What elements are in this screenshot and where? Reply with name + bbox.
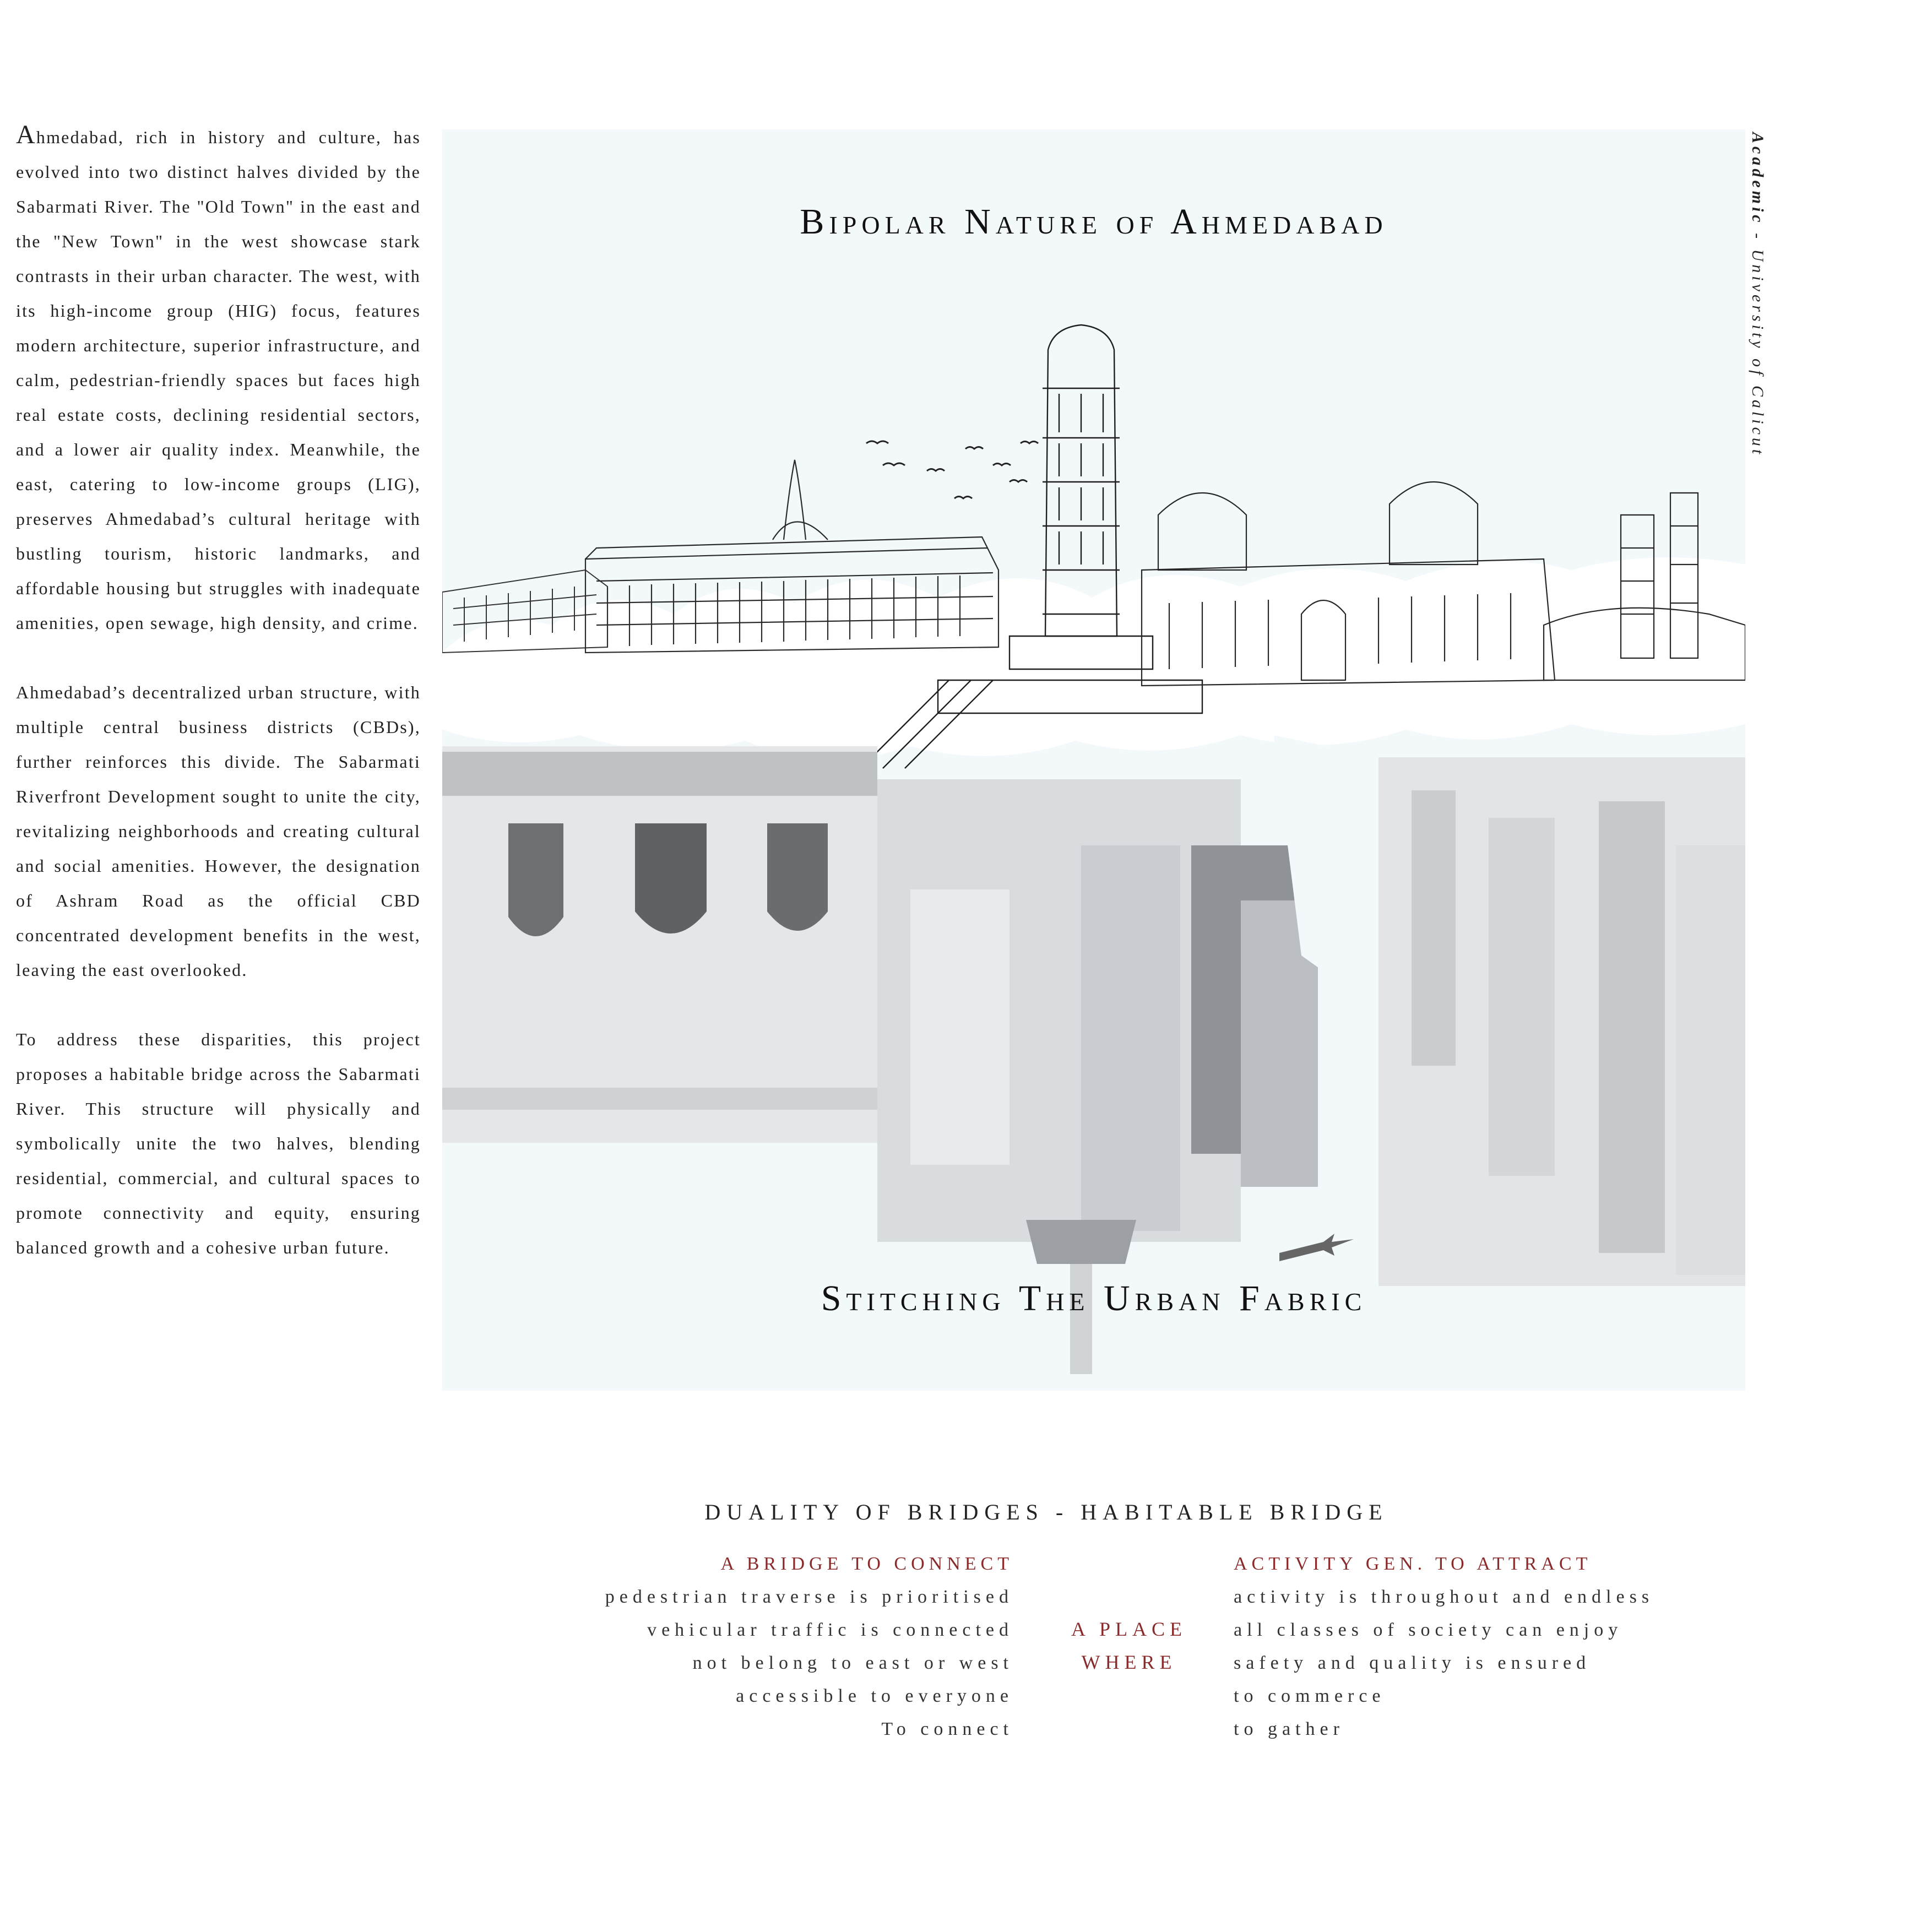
- right-line-5: to gather: [1234, 1719, 1344, 1739]
- intro-text: [16, 120, 421, 1300]
- left-line-4: accessible to everyone: [736, 1686, 1013, 1706]
- panel-title-top: Bipolar Nature of Ahmedabad: [800, 202, 1388, 242]
- center-label: [1046, 1613, 1212, 1679]
- side-label-rest: University of Calicut: [1749, 249, 1767, 458]
- drop-cap: A: [16, 120, 36, 149]
- center-line-2: WHERE: [1081, 1651, 1177, 1673]
- plane-icon: [1279, 1234, 1354, 1261]
- side-label-text: [1748, 132, 1767, 457]
- left-line-2: vehicular traffic is connected: [647, 1620, 1013, 1640]
- intro-paragraph-1: [16, 120, 421, 641]
- right-column-heading: ACTIVITY GEN. TO ATTRACT: [1234, 1554, 1592, 1574]
- intro-paragraph-1-text: hmedabad, rich in history and culture, has evolved into two distinct halves divided by the Sabarmati River. The "Old Town" in the east and the "New Town" in the west showcase stark contrasts in their urban character. The west, with its high-income group (HIG) focus, features modern architecture, superior infrastructure, and calm, pedestrian-friendly spaces but faces high real estate costs, declining residential sectors, and a lower air quality index. Meanwhile, the east, catering to low-income groups (LIG), preserves Ahmedabad’s cultural heritage with bustling tourism, historic landmarks, and affordable housing but struggles with inadequate amenities, open sewage, high density, and crime.: [16, 127, 421, 633]
- left-column-heading: A BRIDGE TO CONNECT: [720, 1554, 1013, 1574]
- center-line-1: A PLACE: [1071, 1618, 1187, 1640]
- city-collage-illustration: [442, 129, 1745, 1391]
- left-line-5: To connect: [881, 1719, 1013, 1739]
- right-line-2: all classes of society can enjoy: [1234, 1620, 1623, 1640]
- cloud-mass: [442, 557, 1745, 759]
- right-line-1: activity is throughout and endless: [1234, 1587, 1654, 1607]
- birds-sketch: [866, 441, 1038, 498]
- intro-paragraph-2: Ahmedabad’s decentralized urban structure, with multiple central business districts (CBDs), further reinforces this divide. The Sabarmati Riverfront Development sought to unite the city, revitalizing neighborhoods and creating cultural and social amenities. However, the designation of Ashram Road as the official CBD concentrated development benefits in the west, leaving the east overlooked.: [16, 682, 421, 980]
- intro-paragraph-3: To address these disparities, this project proposes a habitable bridge across the Sabarmati River. This structure will physically and symbolically unite the two halves, blending residential, commercial, and cultural spaces to promote connectivity and equity, ensuring balanced growth and a cohesive urban future.: [16, 1029, 421, 1257]
- side-label-bold: Academic: [1749, 132, 1767, 226]
- duality-heading: DUALITY OF BRIDGES - HABITABLE BRIDGE: [704, 1500, 1388, 1524]
- left-line-3: not belong to east or west: [692, 1653, 1013, 1673]
- left-column: [496, 1548, 1013, 1746]
- left-line-1: pedestrian traverse is prioritised: [605, 1587, 1013, 1607]
- right-line-3: safety and quality is ensured: [1234, 1653, 1591, 1673]
- side-label-separator: -: [1749, 225, 1767, 249]
- right-line-4: to commerce: [1234, 1686, 1386, 1706]
- illustration-panel: [442, 129, 1745, 1391]
- vertical-side-label: [1747, 132, 1769, 485]
- right-column: [1234, 1548, 1784, 1746]
- panel-title-bottom: Stitching The Urban Fabric: [821, 1278, 1367, 1318]
